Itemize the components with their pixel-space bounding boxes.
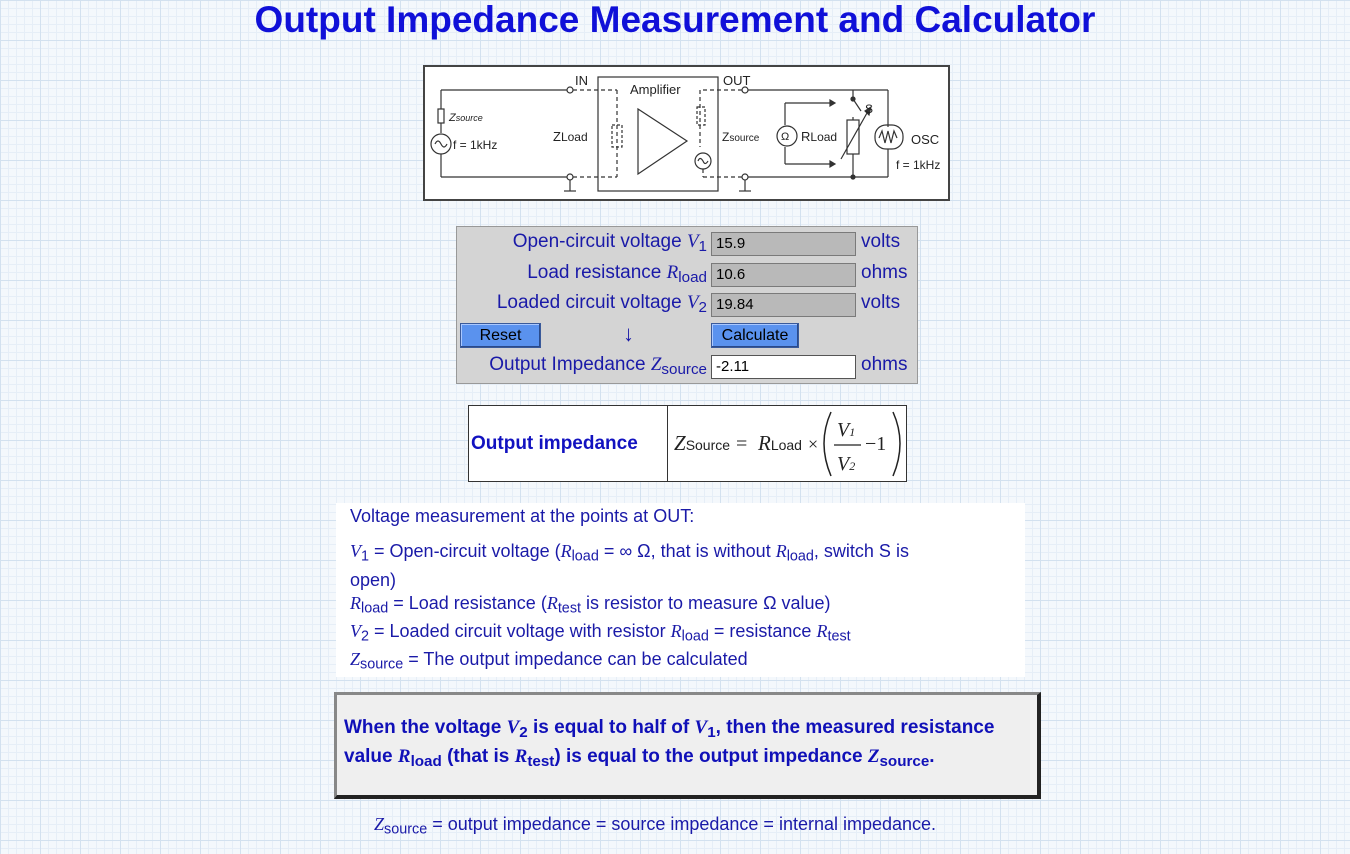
formula-rload: RLoad [758, 431, 802, 455]
label-f-right: f = 1kHz [896, 158, 941, 172]
rload-unit: ohms [861, 262, 908, 283]
description-line-v2: $V_2$ = Loaded circuit voltage with resistor $R_{load}$ = resistance $R_{test}$ [350, 621, 851, 645]
label-rload: RLoad [801, 129, 838, 144]
label-in: IN [575, 73, 588, 88]
label-amplifier: Amplifier [630, 82, 681, 97]
formula-times: × [808, 434, 819, 454]
description-line-v1-cont: open) [350, 570, 397, 590]
note-line-1: When the voltage $V_2$ is equal to half of $V_1$, then the measured resistance [344, 717, 995, 741]
description-line-rload: $R_{load}$ = Load resistance ($R_{test}$ is resistor to measure Ω value) [350, 593, 831, 617]
v1-row [457, 229, 919, 257]
formula-numerator: V1 [837, 419, 856, 441]
v2-input[interactable]: 19.84 [711, 293, 856, 317]
down-arrow-icon: ↓ [623, 321, 634, 346]
calculate-button[interactable]: Calculate [711, 323, 799, 348]
formula-lhs: ZSource [674, 431, 731, 455]
label-out: OUT [723, 73, 751, 88]
zsource-row [457, 352, 919, 380]
note-box [334, 692, 1041, 799]
formula-minus-one: −1 [865, 433, 887, 455]
ohm-icon: Ω [781, 131, 790, 143]
circuit-diagram [423, 65, 950, 201]
zsource-unit: ohms [861, 354, 908, 375]
page-title: Output Impedance Measurement and Calculator [254, 0, 1096, 40]
label-zsource-left: Zsource [449, 112, 483, 124]
v1-input[interactable]: 15.9 [711, 232, 856, 256]
formula-equation [669, 406, 905, 481]
label-switch-s: S [865, 102, 874, 116]
v2-label: Loaded circuit voltage $V_2$ [496, 292, 707, 316]
description-heading: Voltage measurement at the points at OUT: [350, 506, 695, 526]
description-block [336, 503, 1025, 677]
description-line-v1: $V_1$ = Open-circuit voltage ($R_{load}$ = ∞ Ω, that is without $R_{load}$, switch S is [350, 541, 909, 565]
rload-input[interactable]: 10.6 [711, 263, 856, 287]
formula-label: Output impedance [469, 406, 668, 481]
reset-button[interactable]: Reset [460, 323, 541, 348]
label-zsource-out: Zsource [722, 130, 760, 144]
formula-eq: = [736, 433, 748, 455]
formula-box [468, 405, 907, 482]
label-osc: OSC [911, 132, 940, 147]
rload-label: Load resistance $R_{load}$ [527, 262, 707, 286]
formula-denominator: V2 [837, 453, 856, 475]
label-f-left: f = 1kHz [453, 138, 498, 152]
v2-row [457, 290, 919, 318]
zsource-output[interactable]: -2.11 [711, 355, 856, 379]
zsource-label: Output Impedance $Z_{source}$ [489, 354, 707, 378]
v2-unit: volts [861, 292, 901, 313]
rload-row [457, 260, 919, 288]
circuit-schematic [425, 67, 948, 199]
zsource-resistor-left [438, 109, 444, 123]
v1-unit: volts [861, 231, 901, 252]
description-line-zsource: $Z_{source}$ = The output impedance can be calculated [350, 649, 748, 673]
v1-label: Open-circuit voltage $V_1$ [512, 231, 707, 255]
label-zload: ZLoad [553, 129, 588, 144]
note-line-2: value $R_{load}$ (that is $R_{test}$) is equal to the output impedance $Z_{source}$. [344, 746, 935, 770]
calculator-panel [456, 226, 918, 384]
footer-definition: $Z_{source}$ = output impedance = source impedance = internal impedance. [374, 814, 937, 838]
